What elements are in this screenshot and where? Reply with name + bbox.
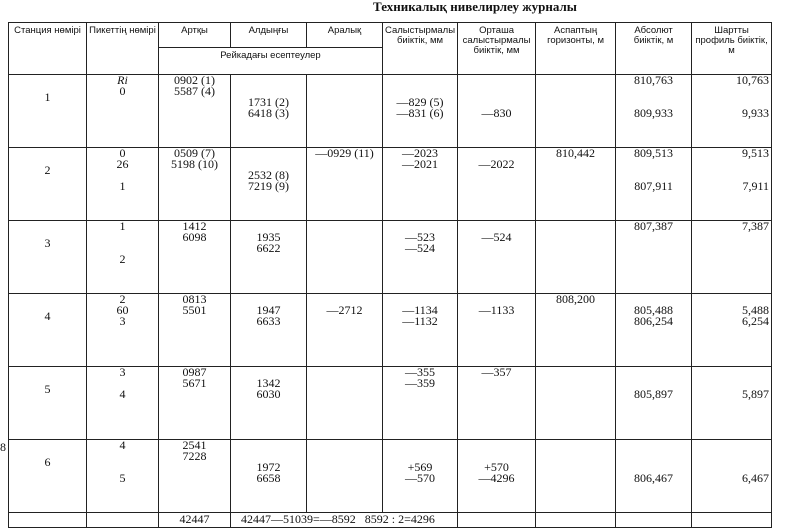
average-elevation-value: —1133: [478, 303, 515, 317]
profile-height-cell: [692, 75, 772, 148]
instrument-horizon-cell: [536, 440, 616, 513]
front-reading-cell: [231, 440, 307, 513]
profile-height-value: [694, 451, 769, 462]
absolute-height-value: 805,488: [634, 303, 674, 317]
front-reading-value: 7219 (9): [248, 179, 289, 193]
station-number: 1: [9, 75, 87, 148]
profile-height-value: 6,467: [742, 471, 770, 485]
header-intermediate: Аралық: [307, 23, 383, 48]
header-back: Артқы: [159, 23, 231, 48]
summary-calculation: [231, 513, 458, 528]
computed-elevation-value: —831 (6): [396, 106, 444, 120]
back-reading-value: 5671: [182, 376, 207, 390]
picket-cell: [87, 367, 159, 440]
profile-height-value: 10,763: [736, 74, 770, 87]
picket-value: [89, 232, 156, 243]
back-reading-cell: [159, 440, 231, 513]
header-front: Алдыңғы: [231, 23, 307, 48]
intermediate-reading-value: —0929 (11): [315, 147, 374, 160]
front-reading-value: [233, 75, 304, 86]
average-elevation-value: [460, 86, 533, 97]
station-number: 5: [9, 367, 87, 440]
average-elevation-value: [460, 440, 533, 451]
table-row: [9, 221, 772, 294]
absolute-height-cell: [616, 75, 692, 148]
back-reading-value: 2541: [182, 439, 207, 452]
front-reading-cell: [231, 75, 307, 148]
table-row: [9, 440, 772, 513]
average-elevation-cell: [458, 294, 536, 367]
computed-elevation-value: —355: [405, 366, 436, 379]
profile-height-value: [694, 367, 769, 378]
computed-elevation-cell: [383, 294, 458, 367]
picket-value: 4: [119, 387, 126, 401]
header-horizon: Аспаптың горизонты, м: [536, 23, 616, 75]
front-reading-value: 1947: [256, 303, 281, 317]
profile-height-cell: [692, 367, 772, 440]
table-row: [9, 148, 772, 221]
picket-cell: [87, 440, 159, 513]
front-reading-value: 6658: [256, 471, 281, 485]
absolute-height-value: [618, 159, 689, 170]
summary-empty-absolute: [616, 513, 692, 528]
computed-elevation-value: [385, 75, 455, 86]
computed-elevation-cell: [383, 367, 458, 440]
average-elevation-cell: [458, 221, 536, 294]
average-elevation-value: —524: [481, 230, 512, 244]
computed-elevation-value: —570: [405, 471, 436, 485]
front-reading-cell: [231, 294, 307, 367]
picket-value: Ri: [117, 74, 128, 87]
average-elevation-value: [460, 75, 533, 86]
instrument-horizon-cell: [536, 367, 616, 440]
front-reading-value: 1342: [256, 376, 281, 390]
average-elevation-value: +570: [484, 460, 509, 474]
intermediate-reading-cell: [307, 440, 383, 513]
back-reading-value: 0902 (1): [174, 74, 215, 87]
front-reading-cell: [231, 148, 307, 221]
table-row: [9, 294, 772, 367]
back-reading-cell: [159, 367, 231, 440]
front-reading-value: 1935: [256, 230, 281, 244]
journal-title: Техникалық нивелирлеу журналы: [373, 0, 577, 14]
absolute-height-cell: [616, 148, 692, 221]
absolute-height-cell: [616, 367, 692, 440]
absolute-height-value: 810,763: [634, 74, 674, 87]
station-number: 3: [9, 221, 87, 294]
intermediate-reading-cell: [307, 75, 383, 148]
summary-empty-profile: [692, 513, 772, 528]
summary-empty-horizon: [536, 513, 616, 528]
profile-height-value: [694, 86, 769, 97]
picket-value: 2: [119, 293, 126, 306]
intermediate-reading-cell: [307, 221, 383, 294]
average-elevation-cell: [458, 367, 536, 440]
intermediate-reading-cell: [307, 294, 383, 367]
summary-empty-station: [9, 513, 87, 528]
summary-calc: 42447—51039=—8592: [241, 512, 356, 526]
computed-elevation-value: —829 (5): [396, 95, 444, 109]
average-elevation-cell: [458, 440, 536, 513]
picket-value: 1: [119, 179, 126, 193]
computed-elevation-value: —1132: [402, 314, 438, 328]
table-row: [9, 367, 772, 440]
absolute-height-value: 809,513: [634, 147, 674, 160]
table-row: [9, 75, 772, 148]
picket-cell: [87, 221, 159, 294]
intermediate-reading-cell: [307, 148, 383, 221]
picket-value: 3: [119, 366, 126, 379]
picket-value: 0: [119, 84, 126, 98]
computed-elevation-value: —1134: [402, 303, 438, 317]
instrument-horizon-value: 810,442: [556, 147, 596, 160]
computed-elevation-value: —523: [405, 230, 436, 244]
back-reading-value: 6098: [182, 230, 207, 244]
absolute-height-value: 806,254: [634, 314, 674, 328]
absolute-height-cell: [616, 440, 692, 513]
station-number: 6: [9, 440, 87, 513]
instrument-horizon-cell: [536, 221, 616, 294]
back-reading-cell: [159, 294, 231, 367]
front-reading-cell: [231, 367, 307, 440]
absolute-height-value: 807,387: [634, 220, 674, 233]
back-reading-value: 0509 (7): [174, 147, 215, 160]
instrument-horizon-cell: [536, 75, 616, 148]
intermediate-reading-cell: [307, 367, 383, 440]
picket-value: 4: [119, 439, 126, 452]
absolute-height-value: 807,911: [634, 179, 673, 193]
header-station: Станция нөмірі: [9, 23, 87, 75]
front-reading-value: 1972: [256, 460, 281, 474]
front-reading-value: 2532 (8): [248, 168, 289, 182]
computed-elevation-value: —359: [405, 376, 436, 390]
computed-elevation-value: —2023: [402, 147, 439, 160]
back-reading-value: 7228: [182, 449, 207, 463]
absolute-height-value: [618, 440, 689, 451]
header-profile: Шартты профиль биіктік, м: [692, 23, 772, 75]
profile-height-value: 9,933: [742, 106, 770, 120]
header-average: Орташа салыстырмалы биіктік, мм: [458, 23, 536, 75]
computed-elevation-cell: [383, 148, 458, 221]
summary-half: 8592 : 2=4296: [364, 512, 435, 526]
summary-empty-picket: [87, 513, 159, 528]
profile-height-value: 7,387: [742, 220, 770, 233]
profile-height-value: 7,911: [742, 179, 770, 193]
profile-height-cell: [692, 148, 772, 221]
picket-value: [89, 451, 156, 462]
picket-value: 0: [119, 147, 126, 160]
back-reading-value: 0813: [182, 293, 207, 306]
front-reading-value: [233, 440, 304, 451]
computed-elevation-cell: [383, 221, 458, 294]
profile-height-value: 5,488: [742, 303, 770, 317]
instrument-horizon-cell: [536, 294, 616, 367]
average-elevation-cell: [458, 75, 536, 148]
profile-height-value: [694, 440, 769, 451]
computed-elevation-value: [385, 440, 455, 451]
intermediate-reading-value: —2712: [326, 303, 363, 317]
picket-cell: [87, 75, 159, 148]
computed-elevation-value: +569: [407, 460, 433, 474]
computed-elevation-value: —524: [405, 241, 436, 255]
picket-value: 5: [119, 471, 126, 485]
front-reading-cell: [231, 221, 307, 294]
absolute-height-value: 809,933: [634, 106, 674, 120]
back-reading-cell: [159, 148, 231, 221]
absolute-height-cell: [616, 221, 692, 294]
picket-cell: [87, 148, 159, 221]
back-reading-cell: [159, 221, 231, 294]
back-reading-cell: [159, 75, 231, 148]
absolute-height-value: [618, 367, 689, 378]
header-readings: Рейкадағы есептеулер: [159, 48, 383, 75]
header-picket: Пикеттің нөмірі: [87, 23, 159, 75]
front-reading-value: 6633: [256, 314, 281, 328]
profile-height-cell: [692, 221, 772, 294]
header-computed: Салыстырмалы биіктік, мм: [383, 23, 458, 75]
absolute-height-value: 806,467: [634, 471, 674, 485]
header-absolute: Абсолют биіктік, м: [616, 23, 692, 75]
picket-value: 26: [116, 157, 129, 171]
absolute-height-value: [618, 86, 689, 97]
station-number: 2: [9, 148, 87, 221]
summary-back-sum: 42447: [159, 513, 231, 528]
front-reading-value: 6418 (3): [248, 106, 289, 120]
leveling-journal-table: [8, 22, 772, 528]
instrument-horizon-cell: [536, 148, 616, 221]
average-elevation-value: —4296: [478, 471, 515, 485]
back-reading-value: 1412: [182, 220, 207, 233]
summary-empty-average: [458, 513, 536, 528]
average-elevation-value: —830: [481, 106, 512, 120]
front-reading-value: 1731 (2): [248, 95, 289, 109]
profile-height-value: [694, 159, 769, 170]
front-reading-value: [233, 148, 304, 159]
instrument-horizon-value: 808,200: [556, 293, 596, 306]
margin-mark: 8: [0, 440, 6, 454]
profile-height-value: 5,897: [742, 387, 770, 401]
station-number: 4: [9, 294, 87, 367]
absolute-height-value: [618, 451, 689, 462]
profile-height-value: 9,513: [742, 147, 770, 160]
picket-value: 2: [119, 252, 126, 266]
picket-cell: [87, 294, 159, 367]
absolute-height-cell: [616, 294, 692, 367]
profile-height-cell: [692, 294, 772, 367]
picket-value: 60: [116, 303, 129, 317]
average-elevation-cell: [458, 148, 536, 221]
front-reading-value: 6622: [256, 241, 281, 255]
picket-value: 1: [119, 220, 126, 233]
average-elevation-value: —357: [481, 366, 512, 379]
back-reading-value: 5198 (10): [171, 157, 218, 171]
computed-elevation-cell: [383, 75, 458, 148]
back-reading-value: 5501: [182, 303, 207, 317]
back-reading-value: 5587 (4): [174, 84, 215, 98]
profile-height-value: 6,254: [742, 314, 770, 328]
average-elevation-value: —2022: [478, 157, 515, 171]
profile-height-cell: [692, 440, 772, 513]
absolute-height-value: 805,897: [634, 387, 674, 401]
back-reading-value: 0987: [182, 366, 207, 379]
front-reading-value: 6030: [256, 387, 281, 401]
computed-elevation-cell: [383, 440, 458, 513]
picket-value: 3: [119, 314, 126, 328]
computed-elevation-value: —2021: [402, 157, 439, 171]
